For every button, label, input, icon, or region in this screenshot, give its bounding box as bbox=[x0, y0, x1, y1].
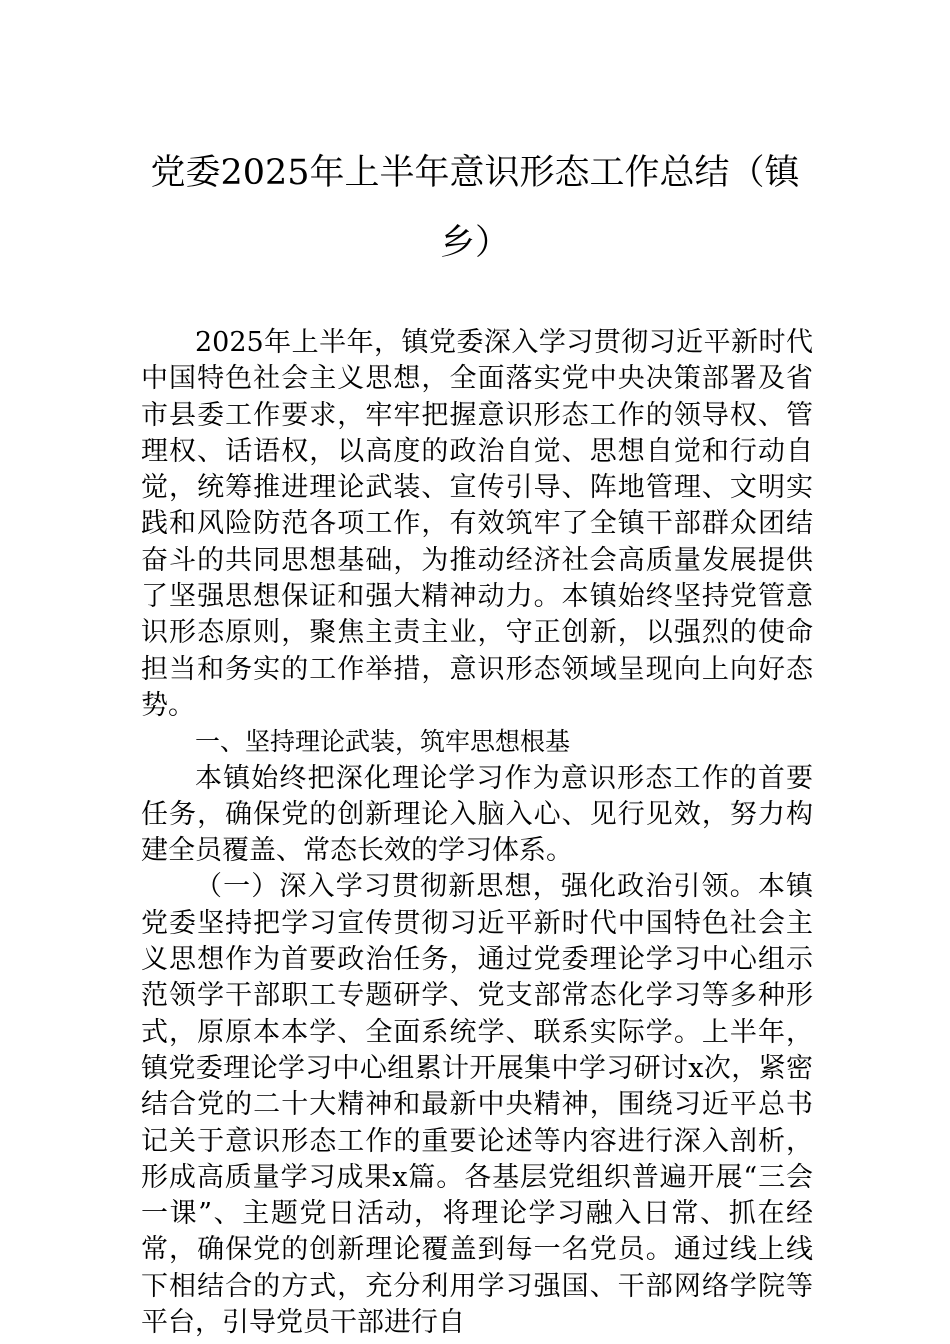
section-1-paragraph: 本镇始终把深化理论学习作为意识形态工作的首要任务，确保党的创新理论入脑入心、见行见效，努力构建全员覆盖、常态长效的学习体系。 bbox=[141, 762, 813, 867]
document-body bbox=[141, 325, 813, 1341]
document-title: 党委2025年上半年意识形态工作总结（镇乡） bbox=[150, 153, 800, 263]
section-heading-1: 一、坚持理论武装，筑牢思想根基 bbox=[195, 727, 571, 757]
subsection-1-paragraph: （一）深入学习贯彻新思想，强化政治引领。本镇党委坚持把学习宣传贯彻习近平新时代中国特色社会主义思想作为首要政治任务，通过党委理论学习中心组示范领学干部职工专题研学、党支部常态化学习等多种形式，原原本本学、全面系统学、联系实际学。上半年，镇党委理论学习中心组累计开展集中学习研讨x次，紧密结合党的二十大精神和最新中央精神，围绕习近平总书记关于意识形态工作的重要论述等内容进行深入剖析，形成高质量学习成果x篇。各基层党组织普遍开展“三会一课”、主题党日活动，将理论学习融入日常、抓在经常，确保党的创新理论覆盖到每一名党员。通过线上线下相结合的方式，充分利用学习强国、干部网络学院等平台，引导党员干部进行自 bbox=[141, 871, 813, 1339]
intro-paragraph: 2025年上半年，镇党委深入学习贯彻习近平新时代中国特色社会主义思想，全面落实党中央决策部署及省市县委工作要求，牢牢把握意识形态工作的领导权、管理权、话语权，以高度的政治自觉、思想自觉和行动自觉，统筹推进理论武装、宣传引导、阵地管理、文明实践和风险防范各项工作，有效筑牢了全镇干部群众团结奋斗的共同思想基础，为推动经济社会高质量发展提供了坚强思想保证和强大精神动力。本镇始终坚持党管意识形态原则，聚焦主责主业，守正创新，以强烈的使命担当和务实的工作举措，意识形态领域呈现向上向好态势。 bbox=[141, 327, 813, 721]
